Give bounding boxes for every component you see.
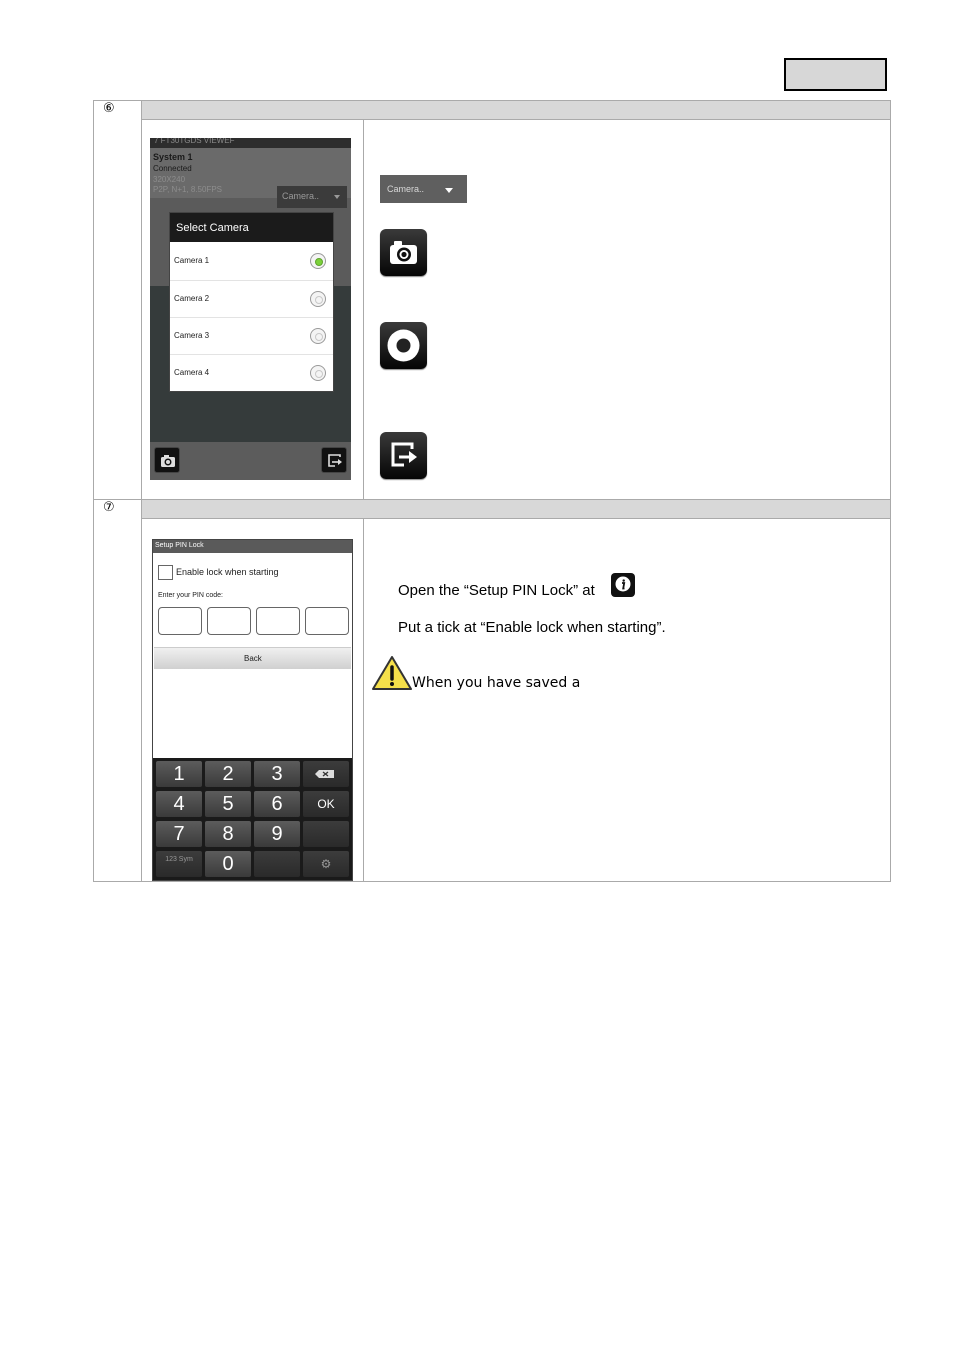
step-6-header	[142, 101, 890, 120]
ok-key[interactable]: OK	[303, 791, 349, 817]
dialog-header	[170, 213, 333, 242]
blank-key[interactable]	[303, 821, 349, 847]
key-4[interactable]: 4	[156, 791, 202, 817]
step-6-divider	[363, 120, 364, 500]
step-7-number: ⑦	[103, 500, 115, 515]
camera-option-label: Camera 2	[174, 294, 210, 303]
radio-unselected[interactable]	[310, 365, 326, 381]
camera-select-screenshot	[150, 138, 351, 480]
backspace-icon	[303, 761, 349, 787]
exit-icon	[322, 448, 348, 474]
key-2[interactable]: 2	[205, 761, 251, 787]
connection-status: Connected	[153, 164, 192, 173]
camera-option[interactable]	[170, 354, 333, 391]
step-7-divider	[363, 519, 364, 881]
camera-option[interactable]	[170, 317, 333, 354]
snapshot-icon-example	[380, 229, 427, 276]
backspace-key[interactable]	[303, 761, 349, 787]
key-0[interactable]: 0	[205, 851, 251, 877]
step-6-number: ⑥	[103, 101, 115, 116]
key-6[interactable]: 6	[254, 791, 300, 817]
camera-option-label: Camera 1	[174, 256, 210, 265]
pin-digit-field[interactable]	[158, 607, 202, 635]
pin-digit-field[interactable]	[256, 607, 300, 635]
table-col-divider	[141, 101, 142, 881]
camera-option[interactable]	[170, 280, 333, 317]
camera-dropdown-label: Camera..	[282, 191, 320, 201]
key-3[interactable]: 3	[254, 761, 300, 787]
camera-dropdown-example	[380, 175, 467, 203]
warning-text: When you have saved a	[412, 675, 581, 691]
language-box	[784, 58, 887, 91]
sym-key[interactable]: 123 Sym	[156, 851, 202, 877]
camera-dropdown[interactable]	[277, 186, 347, 208]
exit-button[interactable]	[321, 447, 347, 473]
key-8[interactable]: 8	[205, 821, 251, 847]
system-header	[150, 148, 351, 201]
pin-lock-screenshot	[152, 539, 353, 881]
key-9[interactable]: 9	[254, 821, 300, 847]
system-name: System 1	[153, 152, 193, 162]
camera-option[interactable]	[170, 243, 333, 280]
pin-digit-field[interactable]	[207, 607, 251, 635]
gear-icon: ⚙	[320, 857, 332, 871]
step-7-header	[142, 500, 890, 519]
chevron-down-icon	[445, 188, 453, 193]
key-5[interactable]: 5	[205, 791, 251, 817]
instruction-open-pin-lock: Open the “Setup PIN Lock” at	[398, 582, 595, 599]
warning-icon	[371, 655, 413, 691]
radio-selected[interactable]	[310, 253, 326, 269]
chevron-down-icon	[334, 195, 340, 199]
exit-icon-example	[380, 432, 427, 479]
record-icon-example	[380, 322, 427, 369]
resolution-text: 320X240	[153, 175, 186, 184]
app-title: 7 FT30TGDS VIEWEF	[154, 138, 235, 145]
pin-digit-field[interactable]	[305, 607, 349, 635]
info-button-example	[611, 573, 635, 597]
key-7[interactable]: 7	[156, 821, 202, 847]
pin-lock-title: Setup PIN Lock	[155, 542, 204, 549]
dialog-title: Select Camera	[176, 222, 249, 234]
camera-option-label: Camera 4	[174, 368, 210, 377]
back-button[interactable]	[154, 647, 351, 669]
radio-unselected[interactable]	[310, 291, 326, 307]
camera-option-label: Camera 3	[174, 331, 210, 340]
camera-dropdown-example-label: Camera..	[387, 184, 425, 194]
instruction-enable-lock: Put a tick at “Enable lock when starting”.	[398, 619, 666, 636]
enable-lock-checkbox[interactable]	[158, 565, 173, 580]
camera-icon	[380, 229, 427, 276]
key-1[interactable]: 1	[156, 761, 202, 787]
back-button-label: Back	[244, 654, 262, 663]
pin-prompt: Enter your PIN code:	[158, 592, 223, 599]
status-bar	[150, 138, 351, 148]
radio-unselected[interactable]	[310, 328, 326, 344]
info-icon	[611, 573, 635, 597]
numeric-keypad	[153, 758, 352, 881]
exit-icon	[380, 432, 427, 479]
settings-key[interactable]	[303, 851, 349, 877]
camera-icon	[155, 448, 181, 474]
stream-info: P2P, N+1, 8.50FPS	[153, 185, 223, 194]
pin-lock-titlebar	[153, 540, 352, 553]
enable-lock-label: Enable lock when starting	[176, 567, 279, 577]
record-icon	[380, 322, 427, 369]
select-camera-dialog	[170, 213, 333, 391]
blank-key[interactable]	[254, 851, 300, 877]
snapshot-button[interactable]	[154, 447, 180, 473]
